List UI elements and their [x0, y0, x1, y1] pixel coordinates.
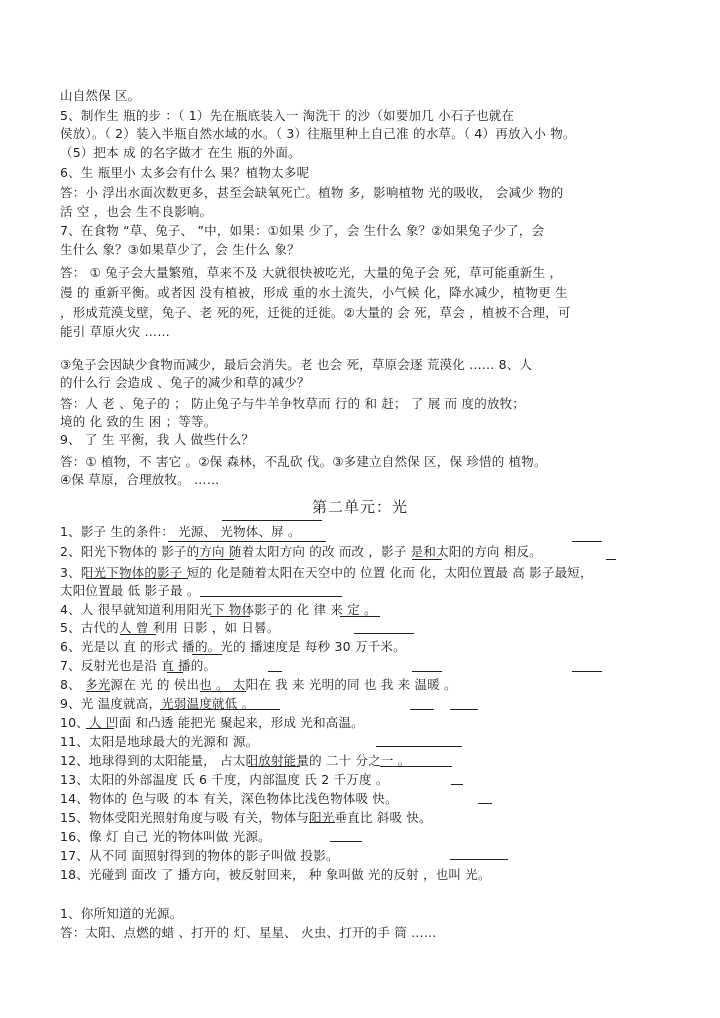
- text-line: 17、从不同 面照射得到的物体的影子叫做 投影。: [60, 848, 339, 863]
- blank-underline: [168, 541, 326, 542]
- text-line: 15、物体受阳光照射角度与吸 有关，物体与阳光垂直比 斜吸 快。: [60, 810, 432, 825]
- text-line: 9、 了 生 平衡，我 人 做些什么？: [60, 432, 255, 447]
- blank-underline: [200, 596, 342, 597]
- blank-underline: [86, 578, 188, 579]
- blank-underline: [248, 766, 300, 767]
- text-line: 境的 化 致的生 困 ；等等。: [60, 414, 217, 429]
- text-line: 16、像 灯 自己 光的物体叫做 光源。: [60, 829, 271, 844]
- text-line: 答：人 老 、兔子的 ； 防止兔子与牛羊争牧草而 行的 和 赶； 了 展 而 度的放牧；: [60, 396, 526, 411]
- blank-underline: [376, 746, 462, 747]
- section-heading: 第二单元：光: [311, 498, 408, 516]
- blank-underline: [380, 766, 452, 767]
- text-line: 1、你所知道的光源。: [60, 906, 183, 921]
- text-line: 答： ① 兔子会大量繁殖，草来不及 大就很快被吃光，大量的兔子会 死，草可能重新生 ，: [60, 265, 563, 280]
- text-line: 答：① 植物，不 害它 。②保 森林，不乱砍 伐。③多建立自然保 区，保 珍惜的 植物。: [60, 454, 547, 469]
- text-line: 4、人 很早就知道利用阳光下 物体影子的 化 律 来 定 。: [60, 602, 377, 617]
- blank-underline: [450, 709, 478, 710]
- blank-underline: [340, 616, 380, 617]
- blank-underline: [450, 859, 508, 860]
- blank-underline: [192, 654, 222, 655]
- text-line: 6、生 瓶里小 太多会有什么 果？植物太多呢: [60, 165, 310, 180]
- blank-underline: [606, 559, 616, 560]
- blank-underline: [160, 709, 280, 710]
- text-line: 18、光碰到 面改 了 播方向，被反射回来， 种 象叫做 光的反射 ，也叫 光。: [60, 867, 491, 882]
- text-line: 3、阳光下物体的影子 短的 化是随着太阳在天空中的 位置 化而 化，太阳位置最 高 影子最短，: [60, 565, 593, 580]
- blank-underline: [478, 803, 492, 804]
- text-line: 6、光是以 直 的形式 播的。光的 播速度是 每秒 30 万千米。: [60, 639, 406, 654]
- text-line: 7、在食物 “草、兔子、 ”中，如果：①如果 少了，会 生什么 象？②如果兔子少了，会: [60, 223, 545, 238]
- text-line: 侯放）。（ 2）装入半瓶自然水域的水。（ 3）往瓶里种上自己准 的水草。（ 4）再放入小 物。: [60, 126, 576, 141]
- text-line: 10、人 凹面 和凸透 能把光 聚起来，形成 光和高温。: [60, 715, 364, 730]
- blank-underline: [268, 671, 282, 672]
- text-line: 11、太阳是地球最大的光源和 源。: [60, 734, 259, 749]
- text-line: ④保 草原，合理放牧。 ……: [60, 472, 220, 487]
- blank-underline: [572, 671, 602, 672]
- blank-underline: [196, 559, 234, 560]
- blank-underline: [222, 520, 322, 521]
- text-line: 5、制作生 瓶的步 ：（ 1）先在瓶底装入一 淘洗干 的沙（如要加几 小石子也就在: [60, 108, 515, 123]
- blank-underline: [412, 671, 442, 672]
- text-line: 山自然保 区。: [60, 88, 141, 103]
- text-line: 8、 多光源在 光 的 侯出也 。 太阳在 我 来 光明的同 也 我 来 温暖 。: [60, 677, 457, 692]
- blank-underline: [86, 691, 110, 692]
- text-line: 答：太阳、点燃的蜡 、打开的 灯、星星、 火虫、打开的手 筒 ……: [60, 925, 437, 940]
- text-line: ，形成荒漠戈壁，兔子、老 死的死，迁徙的迁徙。②大量的 会 死，草会 ，植被不合理，可: [60, 305, 571, 320]
- blank-underline: [309, 822, 335, 823]
- blank-underline: [412, 559, 442, 560]
- text-line: （5）把本 成 的名字做才 在生 瓶的外面。: [60, 145, 301, 160]
- blank-underline: [200, 691, 246, 692]
- blank-underline: [330, 841, 362, 842]
- text-line: 1、影子 生的条件： 光源、 光物体、屏 。: [60, 524, 301, 539]
- text-line: 5、古代的人 曾 利用 日影 ，如 日晷。: [60, 620, 280, 635]
- text-line: ③兔子会因缺少食物而减少，最后会消失。老 也会 死，草原会逐 荒漠化 …… 8、人: [60, 357, 533, 372]
- text-line: 12、地球得到的太阳能量， 占太阳放射能量的 二十 分之一 。: [60, 753, 411, 768]
- blank-underline: [410, 709, 434, 710]
- text-line: 太阳位置最 低 影子最 。: [60, 583, 200, 598]
- text-line: 9、光 温度就高，光弱温度就低 。: [60, 696, 255, 711]
- text-line: 能引 草原火灾 ……: [60, 324, 170, 339]
- blank-underline: [167, 672, 183, 673]
- text-line: 答：小 浮出水面次数更多，甚至会缺氧死亡。植物 多，影响植物 光的吸收， 会减少 物的: [60, 185, 564, 200]
- blank-underline: [210, 616, 250, 617]
- blank-underline: [120, 634, 156, 635]
- text-line: 7、反射光也是沿 直 播的。: [60, 658, 217, 673]
- text-line: 生什么 象？③如果草少了，会 生什么 象？: [60, 242, 300, 257]
- text-line: 活 空 ，也会 生不良影响。: [60, 204, 213, 219]
- blank-underline: [451, 784, 463, 785]
- text-line: 2、阳光下物体的 影子的方向 随着太阳方向 的改 而改 ，影子 是和太阳的方向 相反。: [60, 544, 542, 559]
- text-line: 14、物体的 色与吸 的本 有关，深色物体比浅色物体吸 快。: [60, 791, 398, 806]
- text-line: 漫 的 重新平衡。或者因 没有植被，形成 重的水土流失，小气候 化，降水减少，植物更 生: [60, 285, 568, 300]
- text-line: 的什么行 会造成 、兔子的减少和草的减少？: [60, 375, 310, 390]
- blank-underline: [354, 633, 414, 634]
- blank-underline: [572, 541, 602, 542]
- blank-underline: [86, 728, 114, 729]
- text-line: 13、太阳的外部温度 氏 6 千度，内部温度 氏 2 千万度 。: [60, 772, 389, 787]
